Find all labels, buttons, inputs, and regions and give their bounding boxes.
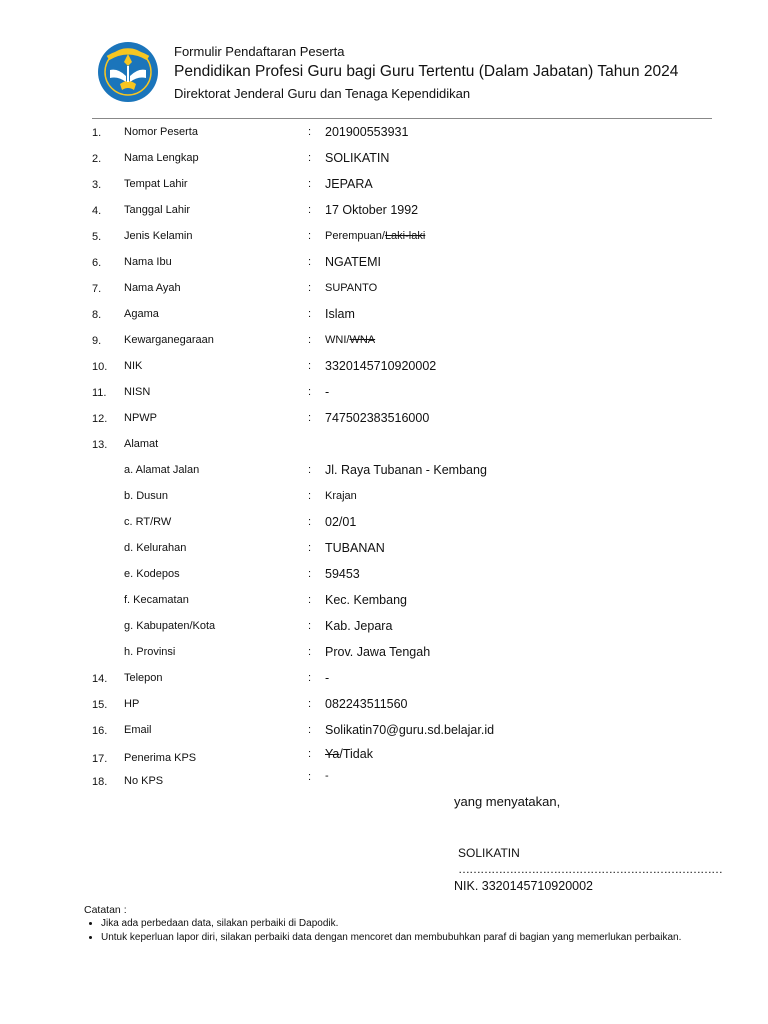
row-value: SUPANTO (325, 282, 378, 294)
row-number: 9. (92, 335, 102, 347)
row-value: 3320145710920002 (325, 359, 437, 373)
row-nama-ayah (0, 279, 768, 299)
row-provinsi (0, 643, 768, 663)
colon: : (308, 256, 312, 268)
row-number: 5. (92, 231, 102, 243)
row-label: Nama Ayah (124, 282, 181, 294)
row-no-kps (0, 772, 768, 792)
header-divider (92, 118, 712, 119)
option-selected: WNI/ (325, 334, 350, 346)
row-label: HP (124, 698, 140, 710)
colon: : (308, 412, 312, 424)
row-email (0, 721, 768, 741)
row-label: c. RT/RW (124, 516, 172, 528)
row-label: d. Kelurahan (124, 542, 187, 554)
row-label: Kewarganegaraan (124, 334, 214, 346)
colon: : (308, 748, 312, 760)
colon: : (308, 308, 312, 320)
colon: : (308, 360, 312, 372)
option-struck: WNA (349, 334, 376, 346)
program-title: Pendidikan Profesi Guru bagi Guru Tertentu (Dalam Jabatan) Tahun 2024 (174, 63, 679, 80)
row-value: Kab. Jepara (325, 619, 393, 633)
colon: : (308, 620, 312, 632)
row-value (325, 747, 373, 761)
row-label: Nomor Peserta (124, 126, 198, 138)
row-number: 11. (92, 387, 107, 399)
row-value: 747502383516000 (325, 411, 430, 425)
row-label: Agama (124, 308, 159, 320)
row-number: 8. (92, 309, 102, 321)
row-value: SOLIKATIN (325, 151, 390, 165)
note-item: • Untuk keperluan lapor diri, silakan perbaiki data dengan mencoret dan membubuhkan paraf di bagian yang memerlukan perbaikan. (101, 931, 681, 945)
row-label: Tempat Lahir (124, 178, 188, 190)
row-label: Email (124, 724, 152, 736)
row-label: Nama Ibu (124, 256, 172, 268)
row-label: Tanggal Lahir (124, 204, 191, 216)
row-label: b. Dusun (124, 490, 169, 502)
option-struck: Ya (325, 747, 340, 761)
row-label: NPWP (124, 412, 157, 424)
row-nisn (0, 383, 768, 403)
row-rt-rw (0, 513, 768, 533)
row-number: 13. (92, 439, 108, 451)
row-number: 3. (92, 179, 102, 191)
row-alamat-jalan (0, 461, 768, 481)
tut-wuri-handayani-logo (96, 40, 160, 104)
row-value: JEPARA (325, 177, 373, 191)
row-value: 02/01 (325, 515, 357, 529)
signature-line: ……………………………………………………………… (458, 862, 722, 876)
row-kabupaten-kota (0, 617, 768, 637)
row-label: No KPS (124, 775, 164, 787)
row-label: NISN (124, 386, 151, 398)
row-number: 2. (92, 153, 102, 165)
row-number: 18. (92, 776, 108, 788)
row-value: Islam (325, 307, 355, 321)
row-penerima-kps (0, 749, 768, 769)
colon: : (308, 204, 312, 216)
colon: : (308, 334, 312, 346)
row-number: 6. (92, 257, 102, 269)
form-title: Formulir Pendaftaran Peserta (174, 44, 345, 59)
row-value (325, 230, 425, 242)
row-label: Nama Lengkap (124, 152, 199, 164)
row-kecamatan (0, 591, 768, 611)
row-number: 12. (92, 413, 108, 425)
colon: : (308, 698, 312, 710)
row-number: 15. (92, 699, 108, 711)
colon: : (308, 386, 312, 398)
row-value (325, 334, 375, 346)
row-value: Krajan (325, 490, 357, 502)
row-jenis-kelamin (0, 227, 768, 247)
row-value: - (325, 770, 329, 782)
signer-name: SOLIKATIN (458, 846, 520, 860)
option-selected: Perempuan/ (325, 230, 385, 242)
row-agama (0, 305, 768, 325)
row-number: 16. (92, 725, 108, 737)
row-npwp (0, 409, 768, 429)
colon: : (308, 126, 312, 138)
row-label: h. Provinsi (124, 646, 176, 658)
option-struck: Laki-laki (384, 230, 426, 242)
colon: : (308, 724, 312, 736)
row-label: Penerima KPS (124, 752, 197, 764)
row-value: Jl. Raya Tubanan - Kembang (325, 463, 487, 477)
row-kewarganegaraan (0, 331, 768, 351)
colon: : (308, 490, 312, 502)
row-number: 14. (92, 673, 108, 685)
declaration-text: yang menyatakan, (454, 794, 561, 809)
colon: : (308, 152, 312, 164)
colon: : (308, 516, 312, 528)
row-label: Telepon (124, 672, 163, 684)
row-value: TUBANAN (325, 541, 385, 555)
row-number: 4. (92, 205, 102, 217)
notes-title: Catatan : (84, 904, 127, 916)
colon: : (308, 646, 312, 658)
colon: : (308, 464, 312, 476)
row-value: 082243511560 (325, 697, 408, 711)
colon: : (308, 771, 312, 783)
row-value: - (325, 671, 330, 685)
row-nama-ibu (0, 253, 768, 273)
colon: : (308, 568, 312, 580)
colon: : (308, 542, 312, 554)
colon: : (308, 594, 312, 606)
row-value: Solikatin70@guru.sd.belajar.id (325, 723, 495, 737)
row-label: Jenis Kelamin (124, 230, 193, 242)
row-nama-lengkap (0, 149, 768, 169)
row-label: NIK (124, 360, 143, 372)
row-kodepos (0, 565, 768, 585)
row-value: 17 Oktober 1992 (325, 203, 419, 217)
row-tanggal-lahir (0, 201, 768, 221)
row-dusun (0, 487, 768, 507)
row-kelurahan (0, 539, 768, 559)
row-nik (0, 357, 768, 377)
row-nomor-peserta (0, 123, 768, 143)
row-value: Kec. Kembang (325, 593, 407, 607)
colon: : (308, 282, 312, 294)
signer-nik: NIK. 3320145710920002 (454, 879, 594, 893)
option-selected: /Tidak (339, 747, 373, 761)
colon: : (308, 230, 312, 242)
row-value: Prov. Jawa Tengah (325, 645, 431, 659)
colon: : (308, 178, 312, 190)
row-label: e. Kodepos (124, 568, 180, 580)
row-label: f. Kecamatan (124, 594, 189, 606)
row-number: 10. (92, 361, 108, 373)
row-value: NGATEMI (325, 255, 382, 269)
row-number: 7. (92, 283, 102, 295)
row-alamat (0, 435, 768, 455)
row-label: g. Kabupaten/Kota (124, 620, 216, 632)
row-value: 201900553931 (325, 125, 409, 139)
row-telepon (0, 669, 768, 689)
note-item: • Jika ada perbedaan data, silakan perbaiki di Dapodik. (101, 917, 681, 931)
row-label: Alamat (124, 438, 159, 450)
row-value: - (325, 385, 330, 399)
row-number: 1. (92, 127, 102, 139)
row-number: 17. (92, 753, 108, 765)
directorate-title: Direktorat Jenderal Guru dan Tenaga Kependidikan (174, 86, 471, 101)
notes-list (90, 917, 681, 945)
row-label: a. Alamat Jalan (124, 464, 200, 476)
row-value: 59453 (325, 567, 360, 581)
row-tempat-lahir (0, 175, 768, 195)
colon: : (308, 672, 312, 684)
row-hp (0, 695, 768, 715)
